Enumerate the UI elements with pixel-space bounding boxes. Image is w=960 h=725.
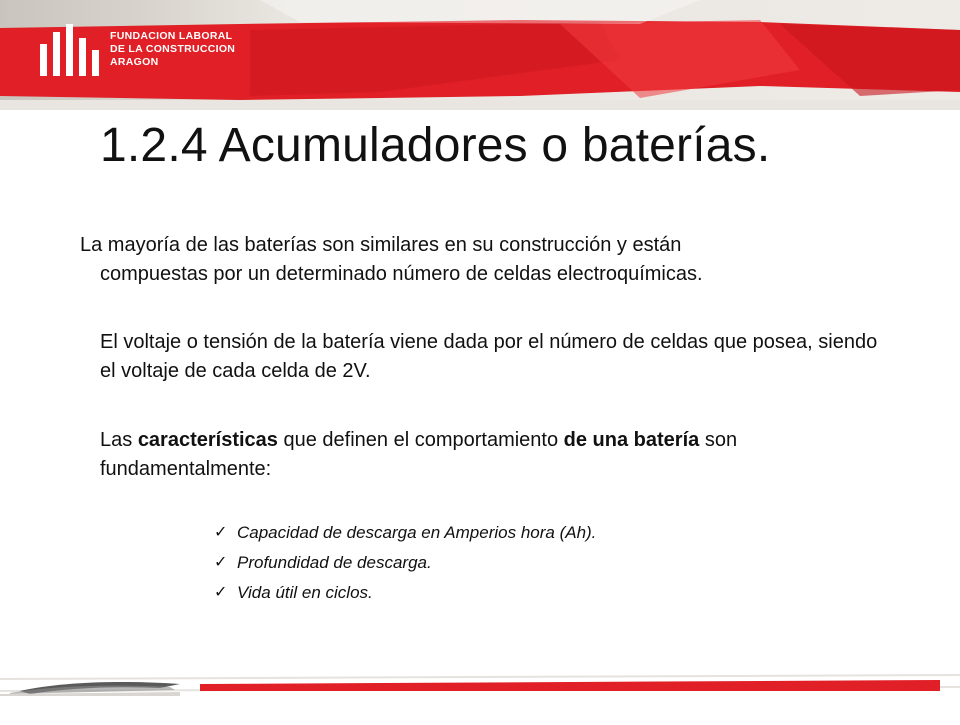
logo-line-3: ARAGON	[110, 56, 159, 68]
logo-mark-icon	[38, 24, 100, 78]
list-item	[214, 578, 596, 608]
logo	[38, 24, 238, 84]
paragraph-characteristics	[100, 426, 890, 484]
logo-line-1: FUNDACION LABORAL	[110, 30, 233, 42]
header-banner	[0, 0, 960, 110]
logo-line-2: DE LA CONSTRUCCION	[110, 43, 236, 55]
paragraph-intro	[80, 231, 870, 289]
paragraph-intro-line-1: La mayoría de las baterías son similares en su construcción y están	[80, 234, 682, 256]
checkmark-icon: ✓	[214, 584, 228, 601]
paragraph-voltage: El voltaje o tensión de la batería viene dada por el número de celdas que posea, siendo el voltaje de cada celda de 2V.	[100, 331, 878, 382]
footer-swoosh-graphic	[0, 660, 960, 720]
list-item-text: Vida útil en ciclos.	[237, 583, 373, 602]
footer-decoration	[0, 660, 960, 720]
logo-text	[110, 30, 235, 69]
list-item	[214, 518, 596, 548]
list-item-text: Capacidad de descarga en Amperios hora (Ah).	[237, 523, 597, 542]
slide-title: 1.2.4 Acumuladores o baterías.	[100, 119, 771, 172]
p3-part-a: Las	[100, 429, 138, 451]
p3-emphasis-characteristics: características	[137, 429, 278, 451]
characteristics-list	[214, 518, 596, 608]
list-item-text: Profundidad de descarga.	[237, 553, 432, 572]
paragraph-intro-line-2: compuestas por un determinado número de celdas electroquímicas.	[100, 263, 703, 285]
p3-part-c: que definen el comportamiento	[277, 429, 564, 451]
checkmark-icon: ✓	[214, 554, 228, 571]
checkmark-icon: ✓	[214, 524, 228, 541]
p3-emphasis-battery: de una batería	[563, 429, 700, 451]
p3-part-e: son fundamentalmente:	[100, 429, 738, 480]
list-item	[214, 548, 596, 578]
